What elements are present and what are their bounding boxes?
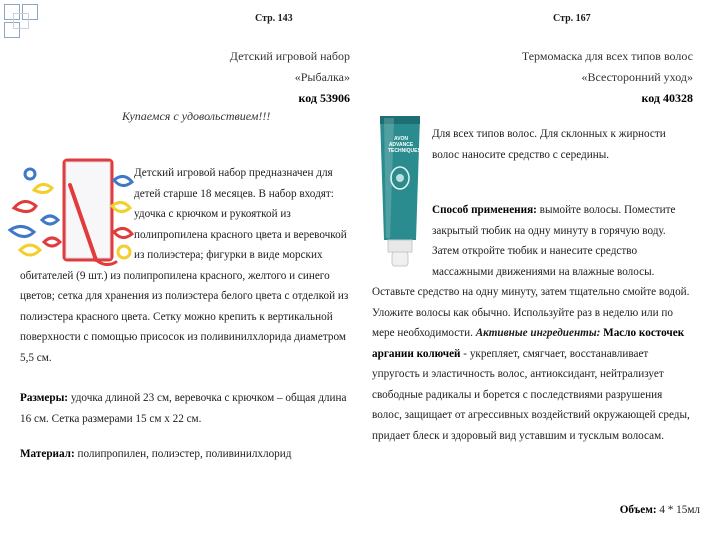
tube-brand: AVON <box>393 136 409 142</box>
left-title-line-2: «Рыбалка» <box>294 70 350 84</box>
left-product-code: код 53906 <box>298 91 350 105</box>
left-description: Детский игровой набор предназначен для детей старше 18 месяцев. В набор входят: удочка с крючком и рукояткой из полипропилена красного цвета и веревочкой из полиэстера; фигурки в виде морских обитателей (9 шт.) из полипропилена красного, желтого и синего цветов; сетка для хранения из полиэстера белого цвета с отделкой из полиэстера красного цвета. Сетку можно крепить к вертикальной поверхности с помощью присосок из поливинилхлорида диаметром 5,5 см. <box>20 167 349 364</box>
right-description-block <box>372 200 690 446</box>
left-sizes <box>20 388 350 429</box>
right-product-title <box>440 46 693 109</box>
corner-decoration <box>0 0 52 52</box>
method-text: вымойте волосы. Поместите закрытый тюбик на одну минуту в горячую воду. Затем откройте тюбик и нанесите средство массажными движениями на влажные волосы. Оставьте средство на одну минуту, затем тщательно смойте водой. Уложите волосы как обычно. Используйте раз в неделю или по мере необходимости. <box>372 204 690 339</box>
image-wrap-spacer <box>20 163 134 263</box>
right-intro: Для всех типов волос. Для склонных к жирности волос наносите средство с середины. <box>432 128 666 161</box>
volume-label: Объем: <box>619 504 657 516</box>
material-label: Материал: <box>20 448 75 460</box>
right-volume <box>560 500 700 521</box>
left-title-line-1: Детский игровой набор <box>229 49 350 63</box>
tube-text: ADVANCE TECHNIQUES <box>388 142 421 154</box>
tube-wrap-spacer <box>372 200 432 280</box>
active-highlight: Масло косточек аргании колючей <box>372 327 685 360</box>
method-label: Способ применения: <box>432 204 537 216</box>
right-title-line-1: Термомаска для всех типов волос <box>521 49 693 63</box>
left-material <box>20 444 360 465</box>
right-page-ref: Стр. 167 <box>553 13 591 24</box>
left-page-ref: Стр. 143 <box>255 13 293 24</box>
sizes-label: Размеры: <box>20 392 69 404</box>
active-text: - укрепляет, смягчает, восстанавливает упругость и эластичность волос, антиоксидант, нейтрализует свободные радикалы и борется с последствиями разрушения волос, защищает от агрессивных воздействий окружающей среды, придает блеск и здоровый вид уставшим и тусклым волосам. <box>372 347 690 442</box>
material-text: полипропилен, полиэстер, поливинилхлорид <box>77 448 292 460</box>
active-label: Активные ингредиенты: <box>475 327 601 339</box>
left-description-block <box>20 163 350 368</box>
tube-label <box>388 136 421 154</box>
left-product-title <box>150 46 350 109</box>
right-title-line-2: «Всесторонний уход» <box>581 70 693 84</box>
sizes-text: удочка длиной 23 см, веревочка с крючком – общая длина 16 см. Сетка размерами 15 см х 22 см. <box>20 392 347 425</box>
left-slogan: Купаемся с удовольствием!!! <box>122 109 271 123</box>
right-product-code: код 40328 <box>641 91 693 105</box>
volume-value: 4 * 15мл <box>659 504 700 516</box>
